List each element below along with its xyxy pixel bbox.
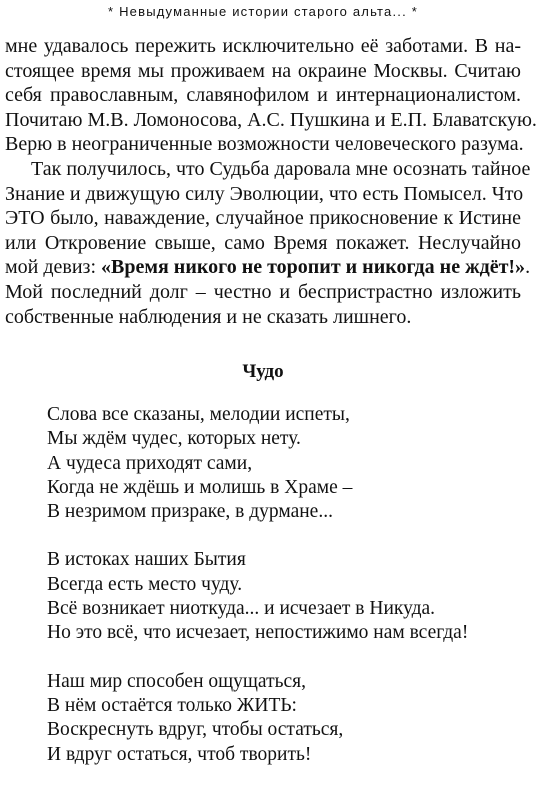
poem-line: И вдруг остаться, чтоб творить! <box>47 743 312 765</box>
prose-line: Так получилось, что Судьба даровала мне осознать тайное <box>31 157 531 180</box>
poem-line: В незримом призраке, в дурмане... <box>47 501 333 523</box>
motto-prefix: мой девиз: <box>5 256 102 279</box>
poem-body <box>47 403 517 791</box>
motto-suffix: . <box>525 256 531 279</box>
poem-line: В истоках наших Бытия <box>47 549 246 571</box>
poem-line: Наш мир способен ощущаться, <box>47 670 306 692</box>
prose-body <box>5 34 537 329</box>
motto-quote: «Время никого не торопит и никогда не ждёт!» <box>101 256 526 279</box>
poem-line: Но это всё, что исчезает, непостижимо нам всегда! <box>47 622 469 644</box>
poem-line: А чудеса приходят сами, <box>47 452 253 474</box>
prose-line: стоящее время мы проживаем на окраине Москвы. Считаю <box>5 59 521 82</box>
poem-title: Чудо <box>242 361 284 382</box>
prose-line: Почитаю М.В. Ломоносова, А.С. Пушкина и Е.П. Блаватскую. <box>5 108 537 131</box>
prose-line: мне удавалось пережить исключительно её заботами. В на- <box>5 35 521 57</box>
prose-line: ЭТО было, наваждение, случайное прикосновение к Истине <box>5 207 521 230</box>
poem-line: Воскреснуть вдруг, чтобы остаться, <box>47 719 344 741</box>
prose-line: Верю в неограниченные возможности человеческого разума. <box>5 133 524 156</box>
prose-line: себя православным, славянофилом и интернационалистом. <box>5 84 521 107</box>
prose-line: собственные наблюдения и не сказать лишнего. <box>5 305 412 328</box>
poem-line: В нём остаётся только ЖИТЬ: <box>47 694 297 716</box>
prose-line: Знание и движущую силу Эволюции, что есть Помысел. Что <box>5 182 524 205</box>
poem-line: Мы ждём чудес, которых нету. <box>47 428 301 450</box>
poem-line: Слова все сказаны, мелодии испеты, <box>47 404 350 425</box>
poem-stanza <box>47 548 517 645</box>
running-header: * Невыдуманные истории старого альта... * <box>108 4 418 19</box>
prose-line: Мой последний долг – честно и беспристрастно изложить <box>5 280 521 303</box>
poem-line: Всегда есть место чуду. <box>47 573 243 595</box>
poem-line: Всё возникает ниоткуда... и исчезает в Никуда. <box>47 598 436 620</box>
prose-line: или Откровение свыше, само Время покажет. Неслучайно <box>5 231 521 254</box>
poem-stanza <box>47 670 517 767</box>
motto-line <box>5 255 531 280</box>
poem-line: Когда не ждёшь и молишь в Храме – <box>47 476 353 498</box>
poem-stanza <box>47 403 517 524</box>
